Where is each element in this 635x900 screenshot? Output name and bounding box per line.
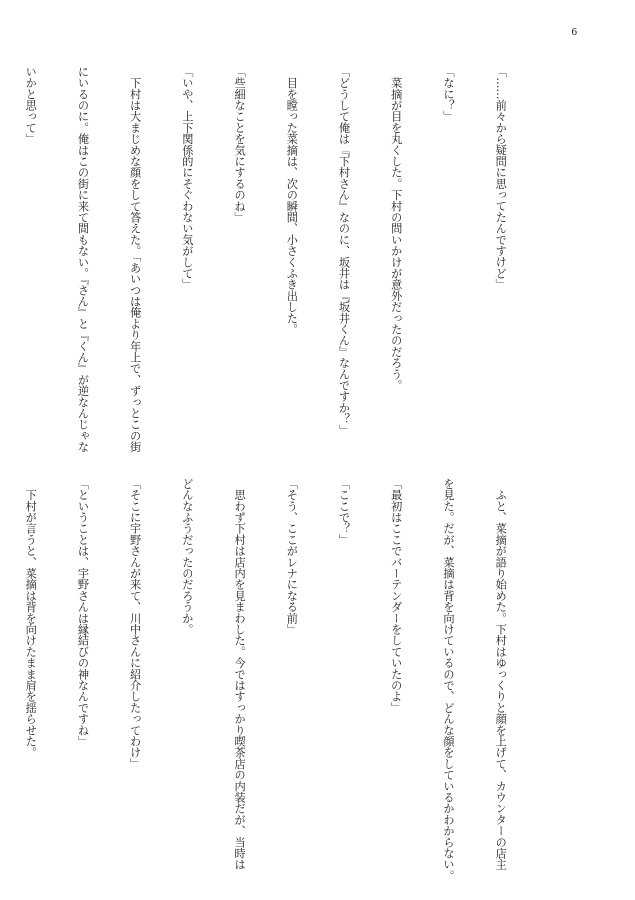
text-line: にいるのに。俺はこの街に来て間もない。『さん』と『くん』が逆なんじゃな — [76, 66, 90, 453]
text-line: 「最初はここでバーテンダーをしていたのよ」 — [389, 478, 403, 714]
text-line: 目を瞠った菜摘は、次の瞬間、小さくふき出した。 — [285, 66, 299, 335]
text-line: どんなふうだったのだろうか。 — [180, 478, 194, 635]
text-line: 「……前々から疑問に思ってたんですけど」 — [494, 66, 508, 290]
text-line: 「そう、ここがレナになる前」 — [285, 478, 299, 635]
text-line: 「そこに宇野さんが来て、川中さんに紹介したってわけ」 — [128, 478, 142, 770]
text-line: 菜摘が目を丸くした。下村の問いかけが意外だったのだろう。 — [389, 66, 403, 391]
text-line: を見た。だが、菜摘は背を向けているので、どんな顔をしているかわからない。 — [441, 478, 455, 882]
text-line: いかと思って」 — [24, 66, 38, 145]
text-line: 下村が言うと、菜摘は背を向けたまま肩を揺らせた。 — [24, 478, 38, 758]
text-block-lower — [24, 478, 544, 882]
text-line: 「ここで？」 — [337, 478, 351, 546]
text-line: 「どうして俺は『下村さん』なのに、坂井は『坂井くん』なんですか？」 — [337, 66, 351, 436]
text-block-upper — [24, 66, 544, 453]
text-line: 「なに？」 — [441, 66, 455, 122]
text-line: 「いや、上下関係的にそぐわない気がして」 — [180, 66, 194, 290]
text-line: 下村は大まじめな顔をして答えた。「あいつは俺より年上で、ずっとこの街 — [128, 66, 142, 453]
text-line: 「些細なことを気にするのね」 — [233, 66, 247, 223]
text-line: 思わず下村は店内を見まわした。今ではすっかり喫茶店の内装だが、当時は — [233, 478, 247, 870]
text-line: 「ということは、宇野さんは縁結びの神なんですね」 — [76, 478, 90, 747]
page-number: 6 — [571, 26, 577, 38]
text-line: ふと、菜摘が語り始めた。下村はゆっくりと顔を上げて、カウンターの店主 — [494, 478, 508, 870]
